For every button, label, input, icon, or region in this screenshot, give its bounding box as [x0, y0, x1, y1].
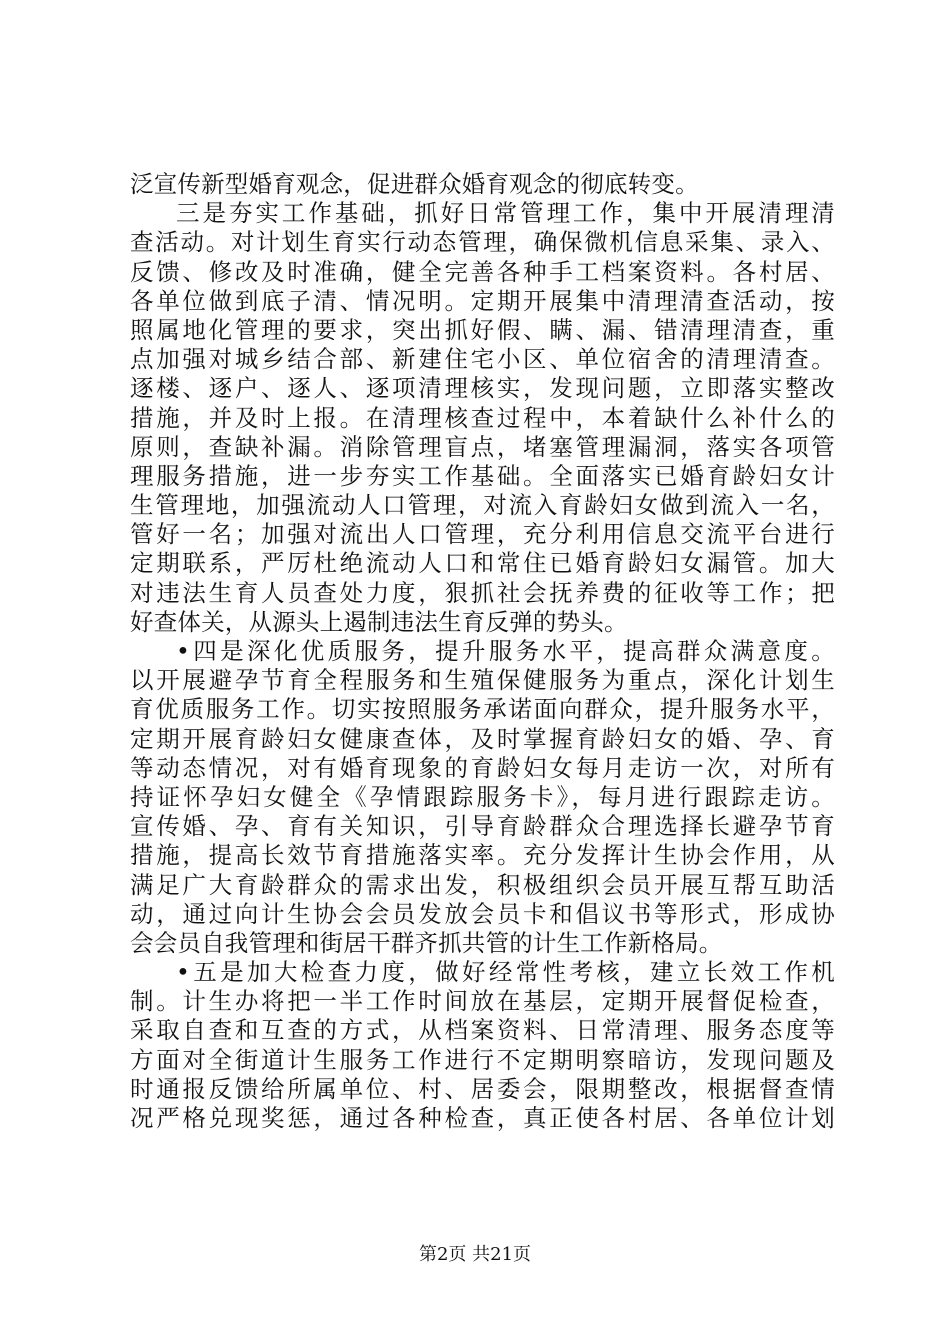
text-line: 定期开展育龄妇女健康查体，及时掌握育龄妇女的婚、孕、育	[130, 724, 835, 753]
text-line: 各单位做到底子清、情况明。定期开展集中清理清查活动，按	[130, 286, 835, 315]
text-line: 措施，提高长效节育措施落实率。充分发挥计生协会作用，从	[130, 841, 835, 870]
paragraph-continuation	[130, 170, 835, 199]
text-line: 方面对全街道计生服务工作进行不定期明察暗访，发现问题及	[130, 1045, 835, 1074]
text-line: 会会员自我管理和街居干群齐抓共管的计生工作新格局。	[130, 928, 723, 957]
text-line: 措施，并及时上报。在清理核查过程中，本着缺什么补什么的	[130, 403, 835, 432]
text-line: 点加强对城乡结合部、新建住宅小区、单位宿舍的清理清查。	[130, 345, 835, 374]
text-line: 动，通过向计生协会会员发放会员卡和倡议书等形式，形成协	[130, 899, 835, 928]
text-line: 育优质服务工作。切实按照服务承诺面向群众，提升服务水平，	[130, 695, 835, 724]
text-line: 时通报反馈给所属单位、村、居委会，限期整改，根据督查情	[130, 1074, 835, 1103]
text-line: 采取自查和互查的方式，从档案资料、日常清理、服务态度等	[130, 1016, 835, 1045]
text-line: 以开展避孕节育全程服务和生殖保健服务为重点，深化计划生	[130, 666, 835, 695]
text-line: 查活动。对计划生育实行动态管理，确保微机信息采集、录入、	[130, 228, 835, 257]
paragraph-three	[130, 199, 835, 637]
text-line: 满足广大育龄群众的需求出发，积极组织会员开展互帮互助活	[130, 870, 835, 899]
text-line: 持证怀孕妇女健全《孕情跟踪服务卡》，每月进行跟踪走访。	[130, 782, 835, 811]
text-line: 等动态情况，对有婚育现象的育龄妇女每月走访一次，对所有	[130, 753, 835, 782]
text-line: 三是夯实工作基础，抓好日常管理工作，集中开展清理清	[176, 199, 835, 228]
text-line: 宣传婚、孕、育有关知识，引导育龄群众合理选择长避孕节育	[130, 812, 835, 841]
text-line: •四是深化优质服务，提升服务水平，提高群众满意度。	[176, 637, 835, 665]
text-line: 逐楼、逐户、逐人、逐项清理核实，发现问题，立即落实整改	[130, 374, 835, 403]
text-line: 原则，查缺补漏。消除管理盲点，堵塞管理漏洞，落实各项管	[130, 432, 835, 461]
paragraph-five	[130, 958, 835, 1133]
text-line: 反馈、修改及时准确，健全完善各种手工档案资料。各村居、	[130, 257, 835, 286]
paragraph-four	[130, 637, 835, 958]
text-line: 制。计生办将把一半工作时间放在基层，定期开展督促检查，	[130, 987, 835, 1016]
text-line: •五是加大检查力度，做好经常性考核，建立长效工作机	[176, 958, 835, 987]
text-line: 对违法生育人员查处力度，狠抓社会抚养费的征收等工作；把	[130, 578, 835, 607]
text-line: 生管理地，加强流动人口管理，对流入育龄妇女做到流入一名，	[130, 491, 835, 520]
text-line: 理服务措施，进一步夯实工作基础。全面落实已婚育龄妇女计	[130, 461, 835, 490]
text-line: 好查体关，从源头上遏制违法生育反弹的势头。	[130, 607, 628, 636]
text-line: 泛宣传新型婚育观念，促进群众婚育观念的彻底转变。	[130, 170, 699, 198]
text-line: 况严格兑现奖惩，通过各种检查，真正使各村居、各单位计划	[130, 1104, 835, 1132]
page-number-footer: 第2页 共21页	[418, 1244, 532, 1265]
text-line: 照属地化管理的要求，突出抓好假、瞒、漏、错清理清查，重	[130, 315, 835, 344]
document-body	[130, 170, 835, 1133]
text-line: 定期联系，严厉杜绝流动人口和常住已婚育龄妇女漏管。加大	[130, 549, 835, 578]
text-line: 管好一名；加强对流出人口管理，充分利用信息交流平台进行	[130, 520, 835, 549]
